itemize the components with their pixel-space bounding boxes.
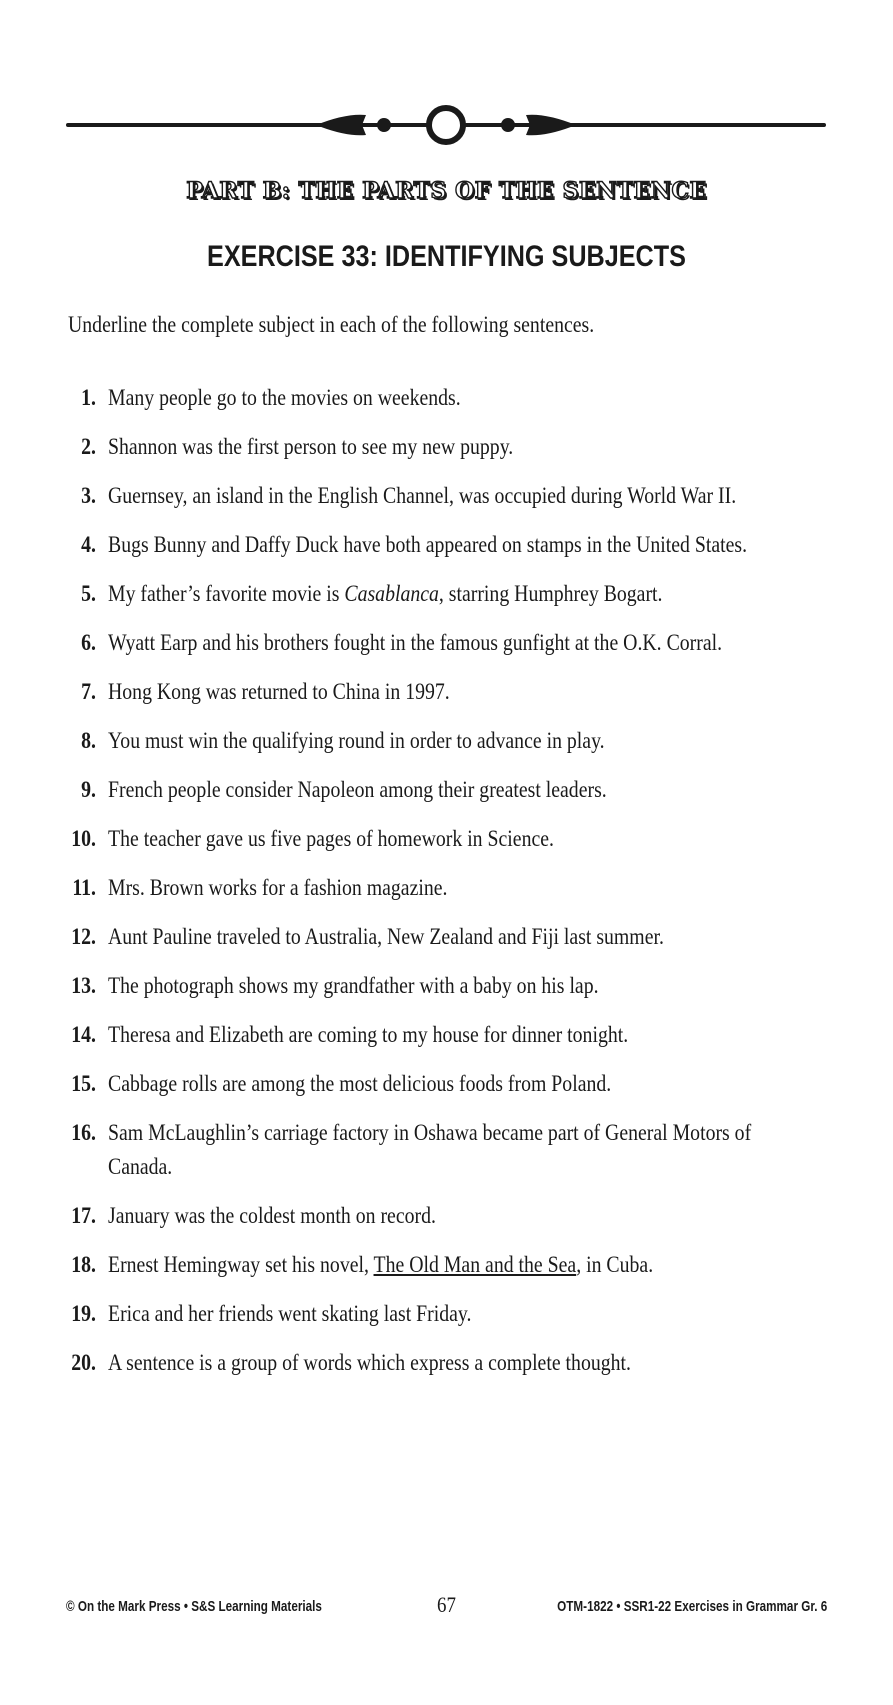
item-text: Cabbage rolls are among the most delicious foods from Poland. xyxy=(108,1071,612,1096)
item-text: Bugs Bunny and Daffy Duck have both appeared on stamps in the United States. xyxy=(108,532,748,557)
item-text: Wyatt Earp and his brothers fought in the famous gunfight at the O.K. Corral. xyxy=(108,630,723,655)
page-footer xyxy=(0,1592,893,1622)
movie-title: Casablanca xyxy=(344,581,439,606)
item-number: 18. xyxy=(71,1252,96,1277)
item-text: The photograph shows my grandfather with a baby on his lap. xyxy=(108,973,599,998)
item-number: 9. xyxy=(81,777,96,802)
item-number: 3. xyxy=(81,483,96,508)
item-text: Mrs. Brown works for a fashion magazine. xyxy=(108,875,448,900)
item-text: French people consider Napoleon among their greatest leaders. xyxy=(108,777,607,802)
item-number: 10. xyxy=(71,826,96,851)
item-number: 12. xyxy=(71,924,96,949)
item-text: My father’s favorite movie is Casablanca, starring Humphrey Bogart. xyxy=(108,581,663,606)
instructions: Underline the complete subject in each of the following sentences. xyxy=(68,312,595,337)
novel-title: The Old Man and the Sea xyxy=(373,1252,577,1277)
exercise-title: EXERCISE 33: IDENTIFYING SUBJECTS xyxy=(207,240,686,273)
item-text: Sam McLaughlin’s carriage factory in Oshawa became part of General Motors of xyxy=(108,1120,752,1145)
item-number: 7. xyxy=(81,679,96,704)
divider-ornament xyxy=(66,100,826,150)
item-number: 2. xyxy=(81,434,96,459)
item-text: The teacher gave us five pages of homework in Science. xyxy=(108,826,554,851)
item-text: January was the coldest month on record. xyxy=(108,1203,436,1228)
item-number: 11. xyxy=(72,875,96,900)
item-text: Hong Kong was returned to China in 1997. xyxy=(108,679,450,704)
item-text-continued: Canada. xyxy=(108,1154,173,1179)
item-number: 16. xyxy=(71,1120,96,1145)
item-number: 20. xyxy=(71,1350,96,1375)
item-number: 8. xyxy=(81,728,96,753)
item-number: 6. xyxy=(81,630,96,655)
part-title: PART B: THE PARTS OF THE SENTENCE xyxy=(186,178,707,204)
item-text: Aunt Pauline traveled to Australia, New Zealand and Fiji last summer. xyxy=(108,924,664,949)
publisher-credit: © On the Mark Press • S&S Learning Materials xyxy=(66,1598,322,1615)
item-text: A sentence is a group of words which express a complete thought. xyxy=(108,1350,631,1375)
item-number: 4. xyxy=(81,532,96,557)
page-number: 67 xyxy=(437,1592,456,1617)
item-text: Theresa and Elizabeth are coming to my house for dinner tonight. xyxy=(108,1022,629,1047)
item-number: 17. xyxy=(71,1203,96,1228)
book-code: OTM-1822 • SSR1-22 Exercises in Grammar Gr. 6 xyxy=(556,1598,827,1615)
item-text: Erica and her friends went skating last Friday. xyxy=(108,1301,472,1326)
item-number: 15. xyxy=(71,1071,96,1096)
item-text: Guernsey, an island in the English Channel, was occupied during World War II. xyxy=(108,483,737,508)
item-text: Ernest Hemingway set his novel, The Old Man and the Sea, in Cuba. xyxy=(108,1252,654,1277)
item-number: 5. xyxy=(81,581,96,606)
item-text: You must win the qualifying round in order to advance in play. xyxy=(108,728,605,753)
item-number: 1. xyxy=(81,385,96,410)
item-number: 13. xyxy=(71,973,96,998)
item-text: Many people go to the movies on weekends. xyxy=(108,385,461,410)
item-text: Shannon was the first person to see my new puppy. xyxy=(108,434,514,459)
item-number: 19. xyxy=(71,1301,96,1326)
item-number: 14. xyxy=(71,1022,96,1047)
